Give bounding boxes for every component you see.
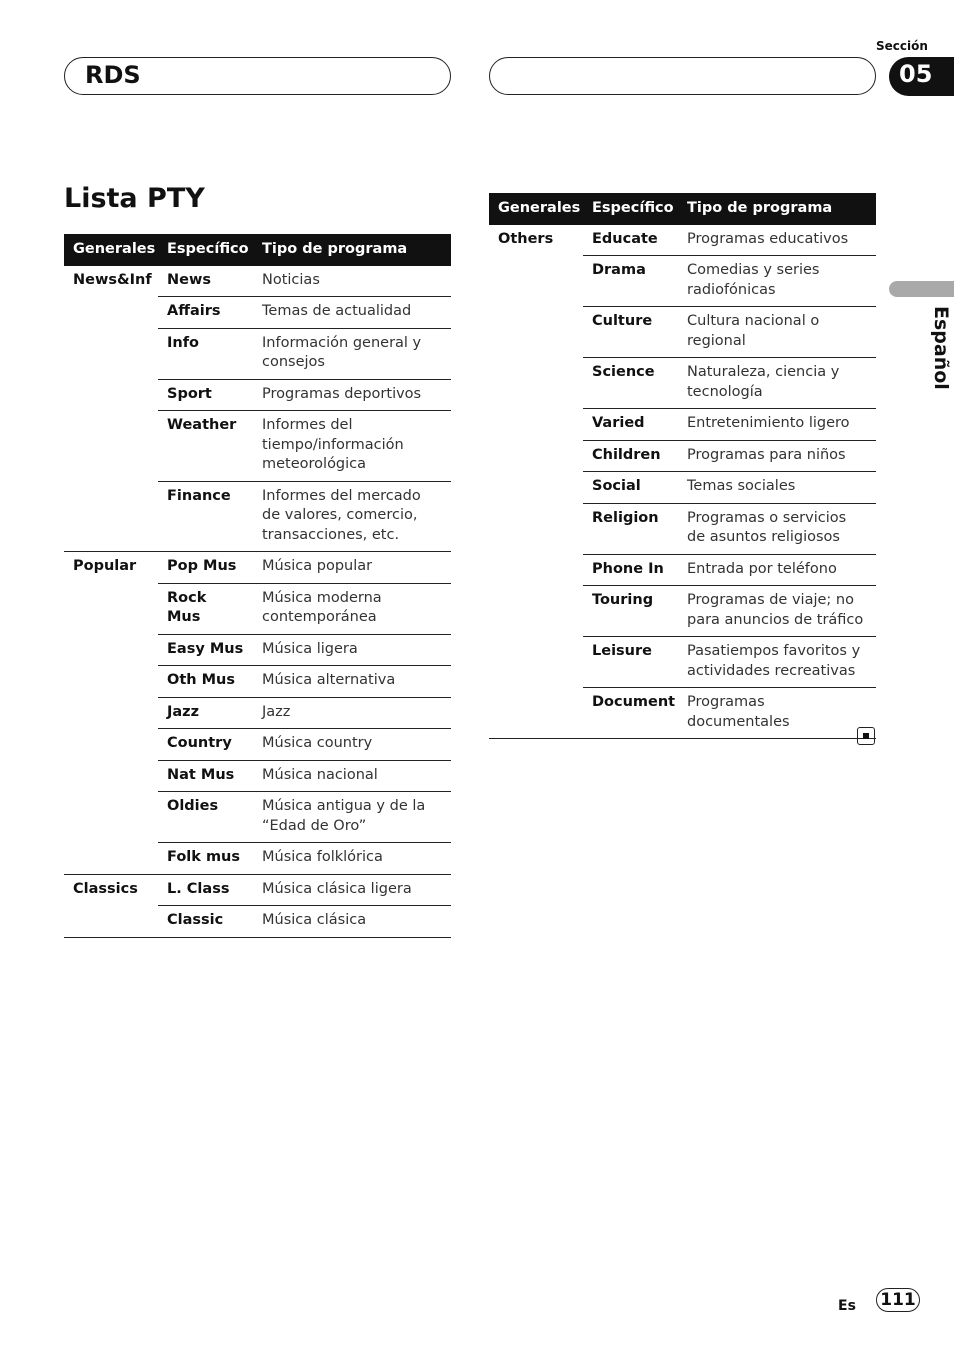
- program-type-cell: Música moderna contemporánea: [253, 583, 451, 634]
- program-type-cell: Cultura nacional o regional: [678, 307, 876, 358]
- program-type-cell: Música popular: [253, 552, 451, 584]
- specific-cell: Children: [583, 440, 678, 472]
- program-type-cell: Entrada por teléfono: [678, 554, 876, 586]
- specific-cell: Sport: [158, 379, 253, 411]
- specific-cell: Phone In: [583, 554, 678, 586]
- program-type-cell: Temas de actualidad: [253, 297, 451, 329]
- specific-cell: Jazz: [158, 697, 253, 729]
- specific-cell: Varied: [583, 409, 678, 441]
- pty-table-left: [64, 234, 451, 938]
- specific-cell: Rock Mus: [158, 583, 253, 634]
- blank-header-pill: [489, 57, 876, 95]
- specific-cell: Info: [158, 328, 253, 379]
- specific-cell: Document: [583, 688, 678, 739]
- table-row: [489, 225, 876, 256]
- footer-language-code: Es: [838, 1298, 856, 1314]
- program-type-cell: Programas deportivos: [253, 379, 451, 411]
- column-header-tipo: Tipo de programa: [678, 193, 876, 225]
- program-type-cell: Información general y consejos: [253, 328, 451, 379]
- specific-cell: Affairs: [158, 297, 253, 329]
- table-header-row: [489, 193, 876, 225]
- table-body: [489, 225, 876, 739]
- specific-cell: Touring: [583, 586, 678, 637]
- program-type-cell: Informes del mercado de valores, comercio, transacciones, etc.: [253, 481, 451, 552]
- section-number: 05: [899, 60, 933, 88]
- page-number-badge: [876, 1288, 920, 1312]
- page-title: Lista PTY: [64, 183, 205, 214]
- program-type-cell: Música nacional: [253, 760, 451, 792]
- page-number: 111: [880, 1290, 916, 1310]
- specific-cell: Pop Mus: [158, 552, 253, 584]
- end-of-section-icon: [857, 727, 875, 745]
- specific-cell: Country: [158, 729, 253, 761]
- column-header-tipo: Tipo de programa: [253, 234, 451, 266]
- program-type-cell: Programas para niños: [678, 440, 876, 472]
- specific-cell: Science: [583, 358, 678, 409]
- program-type-cell: Programas documentales: [678, 688, 876, 739]
- program-type-cell: Música country: [253, 729, 451, 761]
- specific-cell: Nat Mus: [158, 760, 253, 792]
- table-body: [64, 266, 451, 938]
- column-header-especifico: Específico: [583, 193, 678, 225]
- language-side-label: Español: [930, 306, 952, 390]
- specific-cell: Oldies: [158, 792, 253, 843]
- specific-cell: Drama: [583, 256, 678, 307]
- program-type-cell: Jazz: [253, 697, 451, 729]
- specific-cell: Leisure: [583, 637, 678, 688]
- chapter-title: RDS: [85, 61, 141, 89]
- specific-cell: Finance: [158, 481, 253, 552]
- column-header-generales: Generales: [64, 234, 158, 266]
- specific-cell: Folk mus: [158, 843, 253, 875]
- specific-cell: Educate: [583, 225, 678, 256]
- program-type-cell: Noticias: [253, 266, 451, 297]
- program-type-cell: Música antigua y de la “Edad de Oro”: [253, 792, 451, 843]
- pty-table-right: [489, 193, 876, 739]
- program-type-cell: Música clásica ligera: [253, 874, 451, 906]
- specific-cell: News: [158, 266, 253, 297]
- program-type-cell: Música clásica: [253, 906, 451, 938]
- group-name-cell: Popular: [64, 552, 158, 875]
- program-type-cell: Programas o servicios de asuntos religiosos: [678, 503, 876, 554]
- specific-cell: Religion: [583, 503, 678, 554]
- column-header-especifico: Específico: [158, 234, 253, 266]
- program-type-cell: Música ligera: [253, 634, 451, 666]
- table-row: [64, 266, 451, 297]
- section-label: Sección: [876, 39, 928, 53]
- group-name-cell: Others: [489, 225, 583, 739]
- program-type-cell: Programas de viaje; no para anuncios de tráfico: [678, 586, 876, 637]
- group-name-cell: Classics: [64, 874, 158, 937]
- program-type-cell: Pasatiempos favoritos y actividades recreativas: [678, 637, 876, 688]
- program-type-cell: Programas educativos: [678, 225, 876, 256]
- specific-cell: Social: [583, 472, 678, 504]
- column-header-generales: Generales: [489, 193, 583, 225]
- table-header-row: [64, 234, 451, 266]
- group-name-cell: News&Inf: [64, 266, 158, 552]
- language-side-tab: [889, 281, 954, 297]
- table-row: [64, 552, 451, 584]
- program-type-cell: Música alternativa: [253, 666, 451, 698]
- program-type-cell: Temas sociales: [678, 472, 876, 504]
- specific-cell: Weather: [158, 411, 253, 482]
- program-type-cell: Entretenimiento ligero: [678, 409, 876, 441]
- specific-cell: Oth Mus: [158, 666, 253, 698]
- program-type-cell: Informes del tiempo/información meteorológica: [253, 411, 451, 482]
- specific-cell: Classic: [158, 906, 253, 938]
- specific-cell: Culture: [583, 307, 678, 358]
- specific-cell: L. Class: [158, 874, 253, 906]
- chapter-header-pill: [64, 57, 451, 95]
- program-type-cell: Música folklórica: [253, 843, 451, 875]
- section-number-badge: [889, 57, 954, 96]
- program-type-cell: Naturaleza, ciencia y tecnología: [678, 358, 876, 409]
- program-type-cell: Comedias y series radiofónicas: [678, 256, 876, 307]
- specific-cell: Easy Mus: [158, 634, 253, 666]
- table-row: [64, 874, 451, 906]
